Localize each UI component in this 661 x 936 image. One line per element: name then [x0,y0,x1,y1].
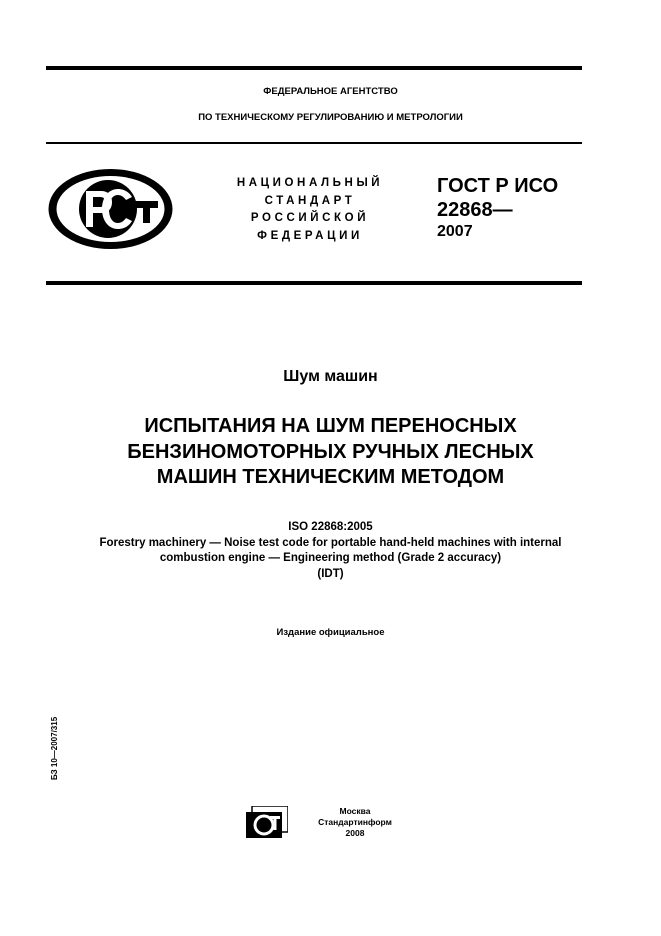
publisher-logo [246,806,288,838]
publisher-year: 2008 [345,828,365,838]
official-edition-label: Издание официальное [276,627,385,638]
document-subtitle: Шум машин [283,368,378,385]
title-line-3: МАШИН ТЕХНИЧЕСКИМ МЕТОДОМ [156,466,505,488]
top-rule [46,66,582,70]
agency-line-1: ФЕДЕРАЛЬНОЕ АГЕНТСТВО [263,86,398,97]
gost-r-logo [46,167,175,251]
publisher-imprint [300,806,410,839]
gost-year: 2007 [437,223,473,240]
side-registration-note: БЗ 10—2007/315 [50,716,59,780]
national-line-4: ФЕДЕРАЦИИ [257,229,363,242]
national-line-1: НАЦИОНАЛЬНЫЙ [236,177,384,189]
standartinform-emblem-icon [246,806,288,838]
title-line-1: ИСПЫТАНИЯ НА ШУМ ПЕРЕНОСНЫХ [144,415,517,437]
gost-prefix: ГОСТ Р ИСО [437,175,559,197]
publisher-city: Москва [339,806,371,816]
national-line-2: СТАНДАРТ [264,194,356,207]
middle-rule [46,142,582,144]
lower-rule [46,281,582,285]
iso-reference: ISO 22868:2005 [288,521,373,533]
title-line-2: БЕНЗИНОМОТОРНЫХ РУЧНЫХ ЛЕСНЫХ [127,440,534,463]
english-title-line-1: Forestry machinery — Noise test code for portable hand-held machines with internal [99,536,562,549]
agency-line-2: ПО ТЕХНИЧЕСКОМУ РЕГУЛИРОВАНИЮ И МЕТРОЛОГИИ [198,112,463,123]
iso-reference-block [0,520,661,582]
english-title-line-2: combustion engine — Engineering method (Grade 2 accuracy) [159,552,502,564]
national-line-3: РОССИЙСКОЙ [250,212,370,224]
rst-emblem-icon [46,167,175,251]
document-title [0,414,661,491]
gost-number: 22868— [437,199,513,221]
identity-marker: (IDT) [317,567,344,580]
national-standard-label [200,175,420,245]
publisher-name: Стандартинформ [318,817,392,827]
